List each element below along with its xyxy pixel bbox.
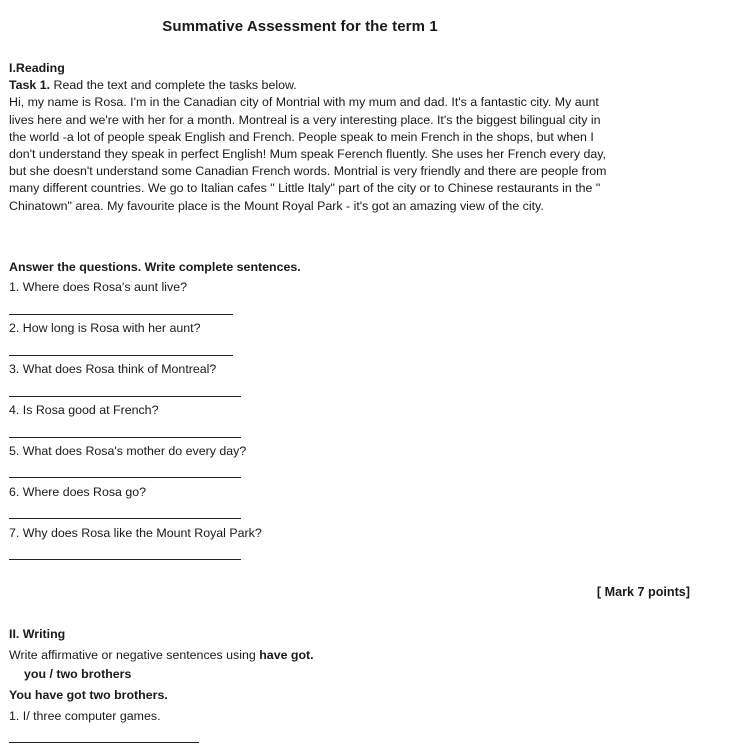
example-prompt: you / two brothers bbox=[24, 667, 132, 681]
question-7: 7. Why does Rosa like the Mount Royal Park? bbox=[9, 526, 262, 540]
questions-instruction: Answer the questions. Write complete sentences. bbox=[9, 260, 301, 274]
page-title: Summative Assessment for the term 1 bbox=[162, 18, 438, 35]
passage-line: lives here and we're with her for a month. Montreal is a very interesting place. It's the biggest bilingual city in bbox=[9, 112, 601, 127]
reading-passage bbox=[9, 94, 744, 214]
answer-line-4[interactable] bbox=[9, 437, 241, 438]
passage-line: Chinatown" area. My favourite place is the Mount Royal Park - it's got an amazing view of the city. bbox=[9, 198, 544, 213]
task-line bbox=[9, 77, 744, 94]
reading-section bbox=[9, 60, 744, 215]
example-answer: You have got two brothers. bbox=[9, 688, 168, 702]
passage-line: many different countries. We go to Italian cafes " Little Italy" part of the city or to Chinese restaurants in the " bbox=[9, 181, 601, 196]
question-2: 2. How long is Rosa with her aunt? bbox=[9, 321, 201, 335]
question-1: 1. Where does Rosa's aunt live? bbox=[9, 280, 187, 294]
passage-line: don't understand they speak in perfect English! Mum speak Ferench fluently. She uses her French every day, bbox=[9, 147, 606, 162]
writing-heading: II. Writing bbox=[9, 627, 66, 641]
answer-line-1[interactable] bbox=[9, 314, 233, 315]
answer-line-5[interactable] bbox=[9, 477, 241, 478]
reading-heading: I.Reading bbox=[9, 61, 65, 75]
writing-item-1: 1. I/ three computer games. bbox=[9, 709, 161, 723]
question-4: 4. Is Rosa good at French? bbox=[9, 403, 159, 417]
mark-points: [ Mark 7 points] bbox=[596, 585, 690, 599]
question-3: 3. What does Rosa think of Montreal? bbox=[9, 362, 217, 376]
answer-line-2[interactable] bbox=[9, 355, 233, 356]
writing-instruction bbox=[9, 647, 314, 663]
question-5: 5. What does Rosa's mother do every day? bbox=[9, 444, 247, 458]
passage-line: the world -a lot of people speak English and French. People speak to mein French in the shops, but when I bbox=[9, 129, 594, 144]
writing-instruction-text: Write affirmative or negative sentences using bbox=[9, 648, 260, 662]
task-text: Read the text and complete the tasks below. bbox=[50, 78, 297, 93]
writing-answer-line-1[interactable] bbox=[9, 742, 199, 743]
answer-line-7[interactable] bbox=[9, 559, 241, 560]
passage-line: but she doesn't understand some Canadian French words. Montrial is very friendly and there are people from bbox=[9, 164, 607, 179]
writing-instruction-bold: have got. bbox=[259, 648, 314, 662]
answer-line-6[interactable] bbox=[9, 518, 241, 519]
passage-line: Hi, my name is Rosa. I'm in the Canadian city of Montrial with my mum and dad. It's a fantastic city. My aunt bbox=[9, 95, 599, 110]
task-label: Task 1. bbox=[9, 78, 51, 93]
answer-line-3[interactable] bbox=[9, 396, 241, 397]
question-6: 6. Where does Rosa go? bbox=[9, 485, 147, 499]
